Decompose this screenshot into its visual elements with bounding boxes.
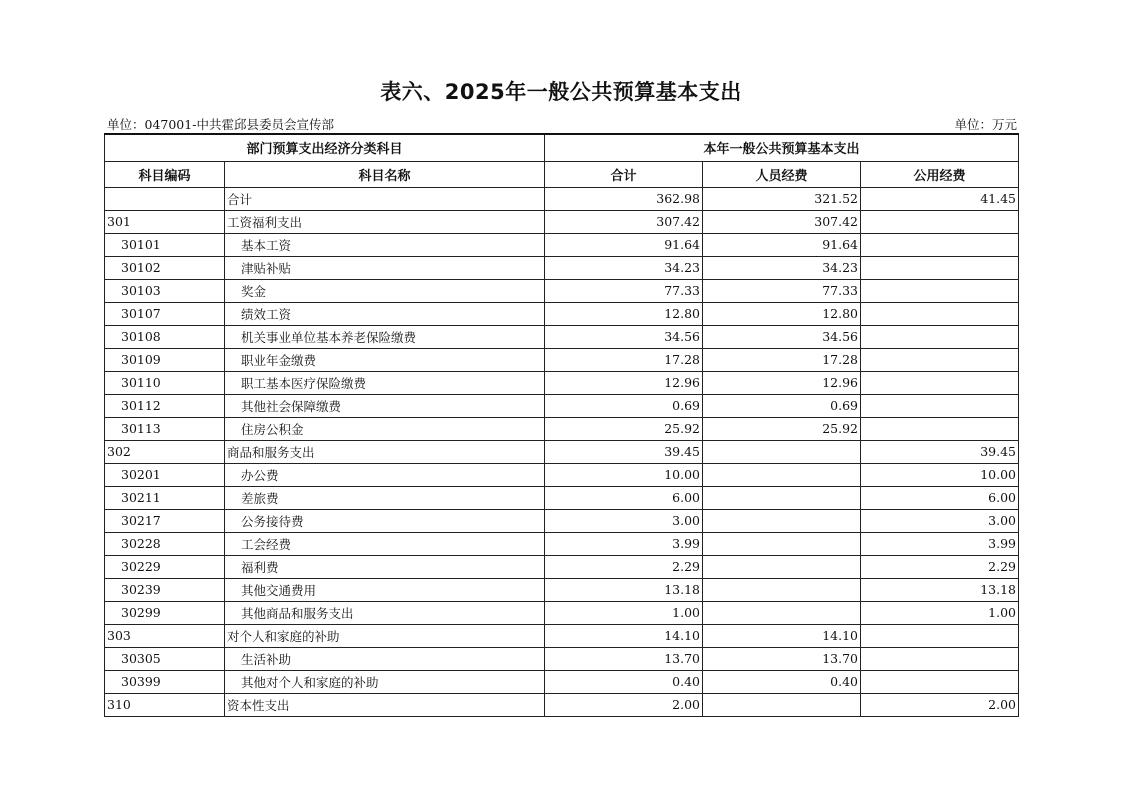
- row-name-cell: 绩效工资: [225, 302, 545, 325]
- page-title: 表六、2025年一般公共预算基本支出: [380, 80, 742, 104]
- row-code-cell: 30102: [105, 256, 225, 279]
- row-name-cell: 工会经费: [225, 532, 545, 555]
- row-total-cell: 14.10: [545, 624, 703, 647]
- row-code-cell: 30305: [105, 647, 225, 670]
- row-personnel-cell: 34.23: [703, 256, 861, 279]
- row-public-cell: 41.45: [861, 187, 1019, 210]
- table-row: [105, 463, 1019, 486]
- row-code-cell: 30112: [105, 394, 225, 417]
- table-row: [105, 670, 1019, 693]
- row-total-cell: 34.56: [545, 325, 703, 348]
- row-code-cell: 30239: [105, 578, 225, 601]
- row-personnel-cell: [703, 463, 861, 486]
- row-public-cell: 6.00: [861, 486, 1019, 509]
- row-total-cell: 13.18: [545, 578, 703, 601]
- row-code-cell: 303: [105, 624, 225, 647]
- column-header-personnel: 人员经费: [703, 161, 861, 187]
- row-public-cell: [861, 256, 1019, 279]
- row-personnel-cell: 0.40: [703, 670, 861, 693]
- row-total-cell: 12.96: [545, 371, 703, 394]
- column-header-total: 合计: [545, 161, 703, 187]
- row-code-cell: 30299: [105, 601, 225, 624]
- budget-table: [104, 133, 1019, 717]
- row-code-cell: 301: [105, 210, 225, 233]
- row-personnel-cell: 25.92: [703, 417, 861, 440]
- row-code-cell: 30109: [105, 348, 225, 371]
- row-public-cell: 39.45: [861, 440, 1019, 463]
- row-name-cell: 福利费: [225, 555, 545, 578]
- row-personnel-cell: [703, 440, 861, 463]
- row-total-cell: 25.92: [545, 417, 703, 440]
- row-personnel-cell: 307.42: [703, 210, 861, 233]
- row-total-cell: 362.98: [545, 187, 703, 210]
- row-name-cell: 工资福利支出: [225, 210, 545, 233]
- row-personnel-cell: [703, 693, 861, 716]
- row-public-cell: 13.18: [861, 578, 1019, 601]
- row-public-cell: [861, 348, 1019, 371]
- row-code-cell: 30103: [105, 279, 225, 302]
- table-row: [105, 187, 1019, 210]
- row-name-cell: 其他社会保障缴费: [225, 394, 545, 417]
- table-row: [105, 509, 1019, 532]
- row-personnel-cell: 34.56: [703, 325, 861, 348]
- row-total-cell: 10.00: [545, 463, 703, 486]
- table-row: [105, 440, 1019, 463]
- row-name-cell: 合计: [225, 187, 545, 210]
- row-public-cell: [861, 302, 1019, 325]
- row-personnel-cell: 77.33: [703, 279, 861, 302]
- row-code-cell: 30108: [105, 325, 225, 348]
- table-row: [105, 486, 1019, 509]
- row-name-cell: 住房公积金: [225, 417, 545, 440]
- row-personnel-cell: [703, 509, 861, 532]
- row-public-cell: [861, 210, 1019, 233]
- header-economic-classification: 部门预算支出经济分类科目: [105, 134, 545, 161]
- row-personnel-cell: 17.28: [703, 348, 861, 371]
- row-personnel-cell: [703, 486, 861, 509]
- row-name-cell: 资本性支出: [225, 693, 545, 716]
- row-public-cell: 3.99: [861, 532, 1019, 555]
- column-header-public: 公用经费: [861, 161, 1019, 187]
- row-name-cell: 对个人和家庭的补助: [225, 624, 545, 647]
- row-public-cell: [861, 233, 1019, 256]
- row-name-cell: 职业年金缴费: [225, 348, 545, 371]
- row-public-cell: [861, 624, 1019, 647]
- row-code-cell: 30110: [105, 371, 225, 394]
- row-total-cell: 1.00: [545, 601, 703, 624]
- table-row: [105, 348, 1019, 371]
- row-name-cell: 生活补助: [225, 647, 545, 670]
- row-personnel-cell: 14.10: [703, 624, 861, 647]
- row-name-cell: 其他对个人和家庭的补助: [225, 670, 545, 693]
- header-basic-expenditure: 本年一般公共预算基本支出: [545, 134, 1019, 161]
- row-total-cell: 77.33: [545, 279, 703, 302]
- row-public-cell: [861, 325, 1019, 348]
- row-name-cell: 公务接待费: [225, 509, 545, 532]
- row-code-cell: 30113: [105, 417, 225, 440]
- row-name-cell: 其他交通费用: [225, 578, 545, 601]
- unit-department-label: 单位：047001-中共霍邱县委员会宣传部: [107, 117, 334, 132]
- row-name-cell: 商品和服务支出: [225, 440, 545, 463]
- row-total-cell: 6.00: [545, 486, 703, 509]
- table-row: [105, 210, 1019, 233]
- table-row: [105, 693, 1019, 716]
- row-public-cell: [861, 394, 1019, 417]
- table-row: [105, 256, 1019, 279]
- row-code-cell: 30228: [105, 532, 225, 555]
- row-public-cell: [861, 670, 1019, 693]
- row-total-cell: 39.45: [545, 440, 703, 463]
- row-code-cell: 30399: [105, 670, 225, 693]
- row-total-cell: 91.64: [545, 233, 703, 256]
- row-total-cell: 12.80: [545, 302, 703, 325]
- table-row: [105, 555, 1019, 578]
- table-row: [105, 532, 1019, 555]
- row-public-cell: 1.00: [861, 601, 1019, 624]
- row-total-cell: 17.28: [545, 348, 703, 371]
- row-code-cell: 30101: [105, 233, 225, 256]
- row-public-cell: 10.00: [861, 463, 1019, 486]
- table-row: [105, 624, 1019, 647]
- table-row: [105, 279, 1019, 302]
- row-public-cell: 2.29: [861, 555, 1019, 578]
- row-total-cell: 3.00: [545, 509, 703, 532]
- row-code-cell: 310: [105, 693, 225, 716]
- row-name-cell: 其他商品和服务支出: [225, 601, 545, 624]
- unit-currency-label: 单位：万元: [954, 117, 1017, 132]
- table-row: [105, 578, 1019, 601]
- row-personnel-cell: [703, 601, 861, 624]
- row-code-cell: 302: [105, 440, 225, 463]
- row-total-cell: 2.00: [545, 693, 703, 716]
- row-public-cell: [861, 371, 1019, 394]
- row-personnel-cell: [703, 555, 861, 578]
- row-total-cell: 34.23: [545, 256, 703, 279]
- row-code-cell: 30217: [105, 509, 225, 532]
- row-total-cell: 307.42: [545, 210, 703, 233]
- row-code-cell: 30201: [105, 463, 225, 486]
- row-code-cell: 30211: [105, 486, 225, 509]
- table-row: [105, 325, 1019, 348]
- table-row: [105, 371, 1019, 394]
- row-name-cell: 办公费: [225, 463, 545, 486]
- row-personnel-cell: 0.69: [703, 394, 861, 417]
- row-personnel-cell: 12.80: [703, 302, 861, 325]
- row-public-cell: 2.00: [861, 693, 1019, 716]
- row-name-cell: 基本工资: [225, 233, 545, 256]
- row-personnel-cell: [703, 578, 861, 601]
- row-code-cell: 30229: [105, 555, 225, 578]
- table-body: [105, 187, 1019, 716]
- table-row: [105, 302, 1019, 325]
- row-name-cell: 职工基本医疗保险缴费: [225, 371, 545, 394]
- table-row: [105, 233, 1019, 256]
- row-public-cell: [861, 279, 1019, 302]
- row-personnel-cell: 91.64: [703, 233, 861, 256]
- row-total-cell: 0.40: [545, 670, 703, 693]
- row-public-cell: 3.00: [861, 509, 1019, 532]
- table-row: [105, 601, 1019, 624]
- row-personnel-cell: 12.96: [703, 371, 861, 394]
- table-header: [105, 134, 1019, 187]
- row-code-cell: [105, 187, 225, 210]
- header-column-row: [105, 161, 1019, 187]
- column-header-code: 科目编码: [105, 161, 225, 187]
- column-header-name: 科目名称: [225, 161, 545, 187]
- row-total-cell: 2.29: [545, 555, 703, 578]
- table-row: [105, 417, 1019, 440]
- row-total-cell: 13.70: [545, 647, 703, 670]
- row-total-cell: 3.99: [545, 532, 703, 555]
- row-code-cell: 30107: [105, 302, 225, 325]
- table-row: [105, 647, 1019, 670]
- row-name-cell: 津贴补贴: [225, 256, 545, 279]
- row-name-cell: 奖金: [225, 279, 545, 302]
- row-personnel-cell: [703, 532, 861, 555]
- table-row: [105, 394, 1019, 417]
- row-personnel-cell: 321.52: [703, 187, 861, 210]
- row-personnel-cell: 13.70: [703, 647, 861, 670]
- header-group-row: [105, 134, 1019, 161]
- row-name-cell: 差旅费: [225, 486, 545, 509]
- row-total-cell: 0.69: [545, 394, 703, 417]
- row-public-cell: [861, 417, 1019, 440]
- row-name-cell: 机关事业单位基本养老保险缴费: [225, 325, 545, 348]
- row-public-cell: [861, 647, 1019, 670]
